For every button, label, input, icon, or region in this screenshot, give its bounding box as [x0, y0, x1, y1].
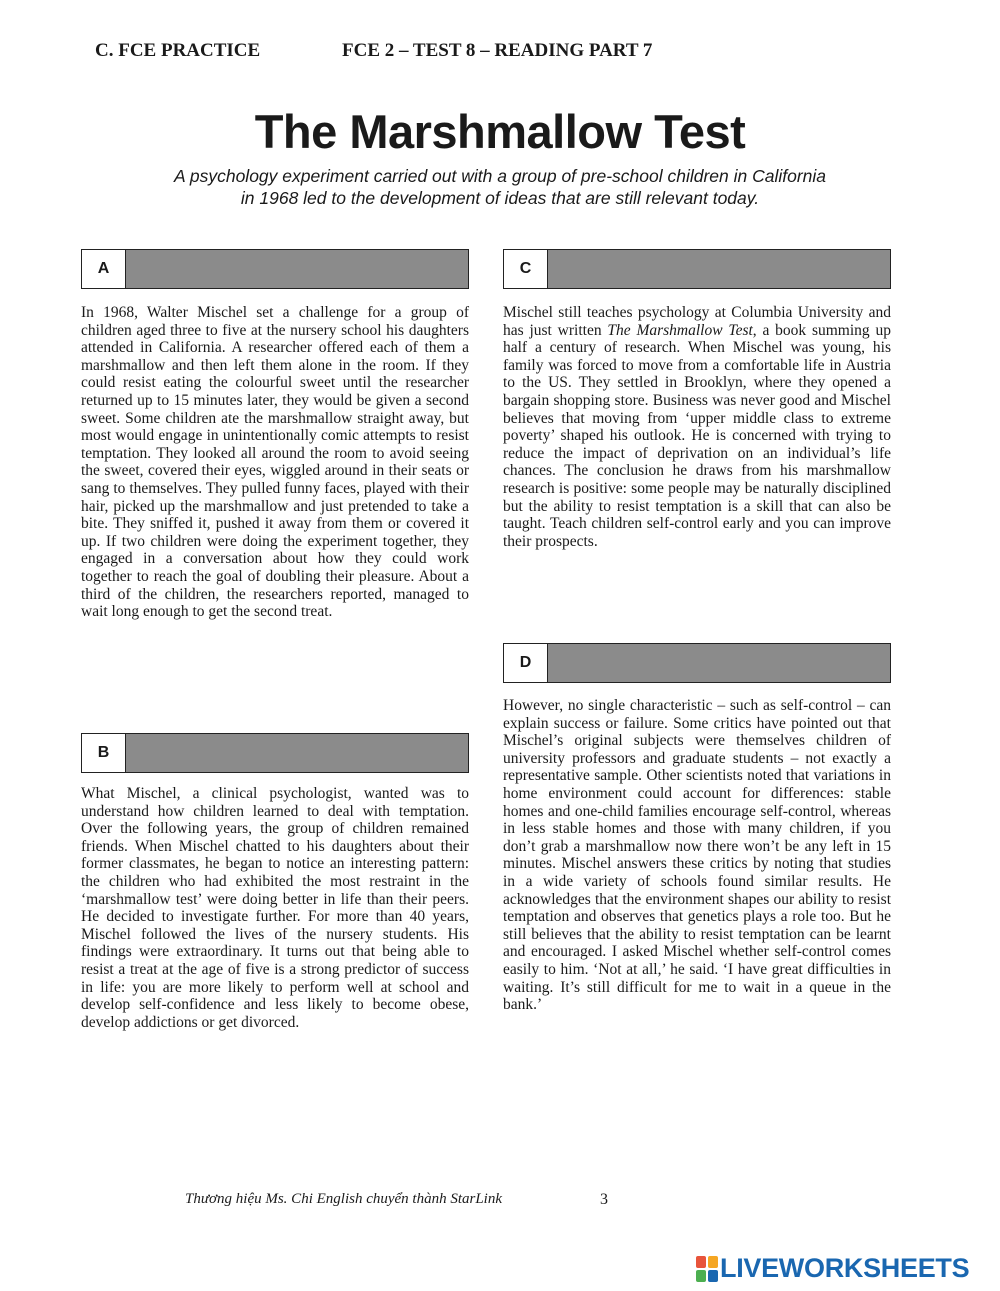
section-letter-c: C	[504, 250, 548, 288]
answer-box-c	[503, 249, 891, 289]
answer-box-a	[81, 249, 469, 289]
paragraph-c-text-1: Mischel still teaches psychology at Columbia University and has just written	[503, 304, 891, 339]
section-letter-a: A	[82, 250, 126, 288]
heading-drop-zone-b[interactable]	[126, 734, 468, 772]
heading-drop-zone-d[interactable]	[548, 644, 890, 682]
book-title: The Marshmallow Test	[607, 321, 753, 339]
section-letter-b: B	[82, 734, 126, 772]
subtitle-line-2: in 1968 led to the development of ideas that are still relevant today.	[240, 188, 760, 208]
paragraph-c-text-2: , a book summing up half a century of research. When Mischel was young, his family was forced to move from a comfortable life in Austria to the US. They settled in Brooklyn, where they opened a bargain shopping store. Business was never good and Mischel believes that moving from ‘upper middle class to extreme poverty’ shaped his outlook. He is concerned with trying to reduce the impact of deprivation on an individual’s life chances. The conclusion he draws from his marshmallow research is positive: some people may be naturally disciplined but the ability to resist temptation is a skill that can also be taught. Teach children self-control early and you can improve their prospects.	[503, 321, 891, 550]
paragraph-d: However, no single characteristic – such as self-control – can explain success or failure. Some critics have pointed out that Mischel’s original subjects were themselves children of university professors and graduate students – not exactly a representative sample. Other scientists noted that variations in home environment could account for differences: stable homes and one-child families encourage self-control, whereas in less stable homes and those with many children, if you don’t grab a marshmallow now there won’t be any left in 15 minutes. Mischel answers these critics by noting that studies in a wide variety of schools found similar results. He acknowledges that the environment shapes our ability to resist temptation and observes that genetics plays a role too. But he still believes that the ability to resist temptation can be learnt and encouraged. I asked Mischel whether self-control comes easily to him. ‘Not at all,’ he said. ‘I have great difficulties in waiting. It’s still difficult for me to wait in a queue in the bank.’	[503, 697, 891, 1014]
footer-brand-text: Thương hiệu Ms. Chi English chuyển thành StarLink	[185, 1191, 503, 1207]
paragraph-b: What Mischel, a clinical psychologist, wanted was to understand how children learned to deal with temptation. Over the following years, the group of children remained friends. When Mischel chatted to his daughters about their former classmates, he began to notice an interesting pattern: the children who had exhibited the most restraint in the ‘marshmallow test’ were doing better in life than their peers. He decided to investigate further. For more than 40 years, Mischel followed the lives of the nursery students. His findings were extraordinary. It turns out that being able to resist a treat at the age of five is a strong predictor of success in life: you are more likely to perform well at school and develop self-confidence and less likely to become obese, develop addictions or get divorced.	[81, 785, 469, 1031]
liveworksheets-logo-icon	[696, 1256, 718, 1282]
paragraph-a: In 1968, Walter Mischel set a challenge for a group of children aged three to five at the nursery school his daughters attended in California. A researcher offered each of them a marshmallow and then left them alone in the room. If they could resist eating the colourful sweet until the researcher returned up to 15 minutes later, they would be given a second sweet. Some children ate the marshmallow straight away, but most would engage in unintentionally comic attempts to resist temptation. They looked all around the room to avoid seeing the sweet, covered their eyes, wiggled around in their seats or sang to themselves. They pulled funny faces, played with their hair, picked up the marshmallow and just pretended to take a bite. They sniffed it, pushed it away from them or covered it up. If two children were doing the experiment together, they engaged in a conversation about how they could work together to reach the goal of doubling their pleasure. About a third of the children, the researchers reported, managed to wait long enough to get the second treat.	[81, 304, 469, 621]
heading-drop-zone-c[interactable]	[548, 250, 890, 288]
answer-box-d	[503, 643, 891, 683]
header-test-label: FCE 2 – TEST 8 – READING PART 7	[342, 40, 653, 61]
page-title: The Marshmallow Test	[254, 105, 746, 158]
section-letter-d: D	[504, 644, 548, 682]
paragraph-c	[503, 304, 891, 550]
header-course-label: C. FCE PRACTICE	[95, 40, 261, 61]
subtitle	[100, 165, 900, 209]
liveworksheets-logo[interactable]	[696, 1253, 969, 1284]
heading-drop-zone-a[interactable]	[126, 250, 468, 288]
page-number: 3	[600, 1191, 608, 1208]
answer-box-b	[81, 733, 469, 773]
subtitle-line-1: A psychology experiment carried out with a group of pre-school children in California	[173, 166, 827, 186]
liveworksheets-logo-text: LIVEWORKSHEETS	[720, 1253, 970, 1283]
